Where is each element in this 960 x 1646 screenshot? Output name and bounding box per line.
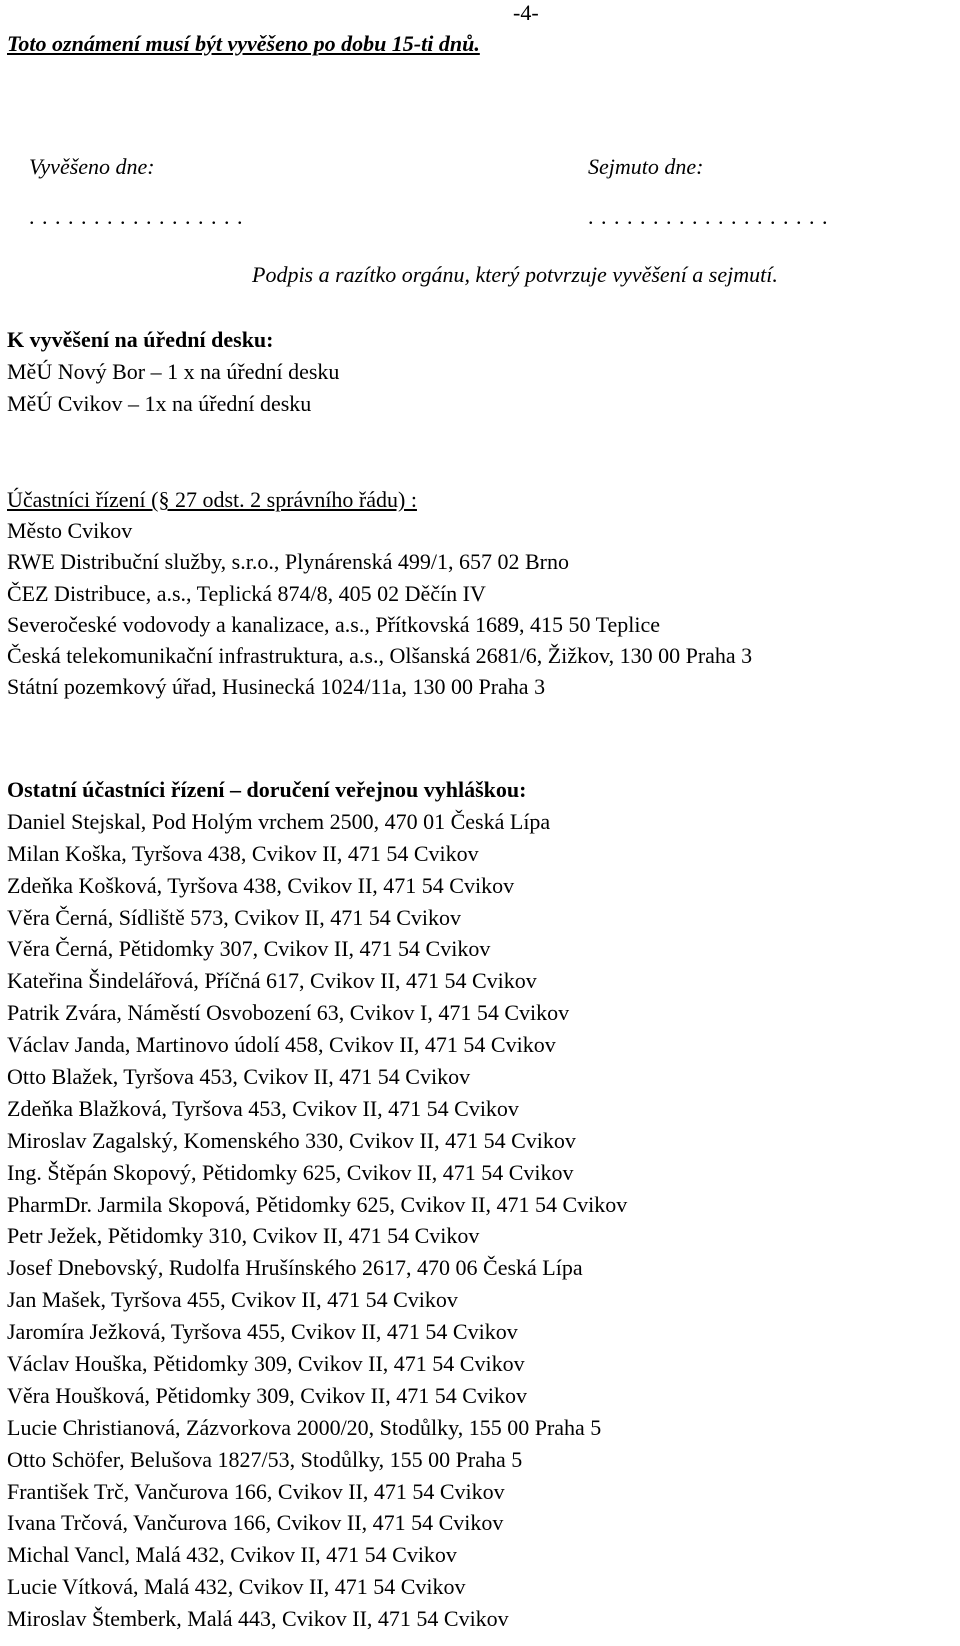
- removed-date-label: Sejmuto dne:: [588, 154, 704, 179]
- party-line: ČEZ Distribuce, a.s., Teplická 874/8, 405 02 Děčín IV: [7, 580, 486, 606]
- posted-date-dots: . . . . . . . . . . . . . . . . .: [29, 204, 244, 229]
- other-party-line: Věra Černá, Pětidomky 307, Cvikov II, 471 54 Cvikov: [7, 936, 491, 962]
- other-party-line: Václav Houška, Pětidomky 309, Cvikov II, 471 54 Cvikov: [7, 1351, 525, 1377]
- other-party-line: Daniel Stejskal, Pod Holým vrchem 2500, 470 01 Česká Lípa: [7, 808, 551, 834]
- page-number: -4-: [513, 0, 539, 25]
- parties-heading: Účastníci řízení (§ 27 odst. 2 správního řádu) :: [7, 487, 417, 512]
- other-party-line: Jan Mašek, Tyršova 455, Cvikov II, 471 54 Cvikov: [7, 1287, 458, 1313]
- board-line: MěÚ Nový Bor – 1 x na úřední desku: [7, 359, 340, 384]
- other-party-line: Václav Janda, Martinovo údolí 458, Cvikov II, 471 54 Cvikov: [7, 1032, 556, 1058]
- board-section: [7, 324, 339, 420]
- other-party-line: Petr Ježek, Pětidomky 310, Cvikov II, 471 54 Cvikov: [7, 1223, 480, 1249]
- party-line: RWE Distribuční služby, s.r.o., Plynárenská 499/1, 657 02 Brno: [7, 549, 569, 575]
- other-party-line: Ing. Štěpán Skopový, Pětidomky 625, Cvikov II, 471 54 Cvikov: [7, 1159, 574, 1185]
- other-party-line: Michal Vancl, Malá 432, Cvikov II, 471 54 Cvikov: [7, 1542, 457, 1568]
- other-party-line: Věra Černá, Sídliště 573, Cvikov II, 471 54 Cvikov: [7, 904, 462, 930]
- posted-date-label: Vyvěšeno dne:: [29, 154, 155, 179]
- other-party-line: Zdeňka Košková, Tyršova 438, Cvikov II, 471 54 Cvikov: [7, 872, 515, 898]
- other-party-line: Věra Houšková, Pětidomky 309, Cvikov II, 471 54 Cvikov: [7, 1382, 528, 1408]
- board-heading: K vyvěšení na úřední desku:: [7, 327, 274, 352]
- signature-caption: Podpis a razítko orgánu, který potvrzuje vyvěšení a sejmutí.: [252, 262, 778, 287]
- party-line: Severočeské vodovody a kanalizace, a.s., Přítkovská 1689, 415 50 Teplice: [7, 611, 660, 637]
- other-party-line: Lucie Vítková, Malá 432, Cvikov II, 471 54 Cvikov: [7, 1574, 466, 1600]
- party-line: Státní pozemkový úřad, Husinecká 1024/11a, 130 00 Praha 3: [7, 674, 546, 700]
- removed-date-dots: . . . . . . . . . . . . . . . . . . .: [588, 204, 829, 229]
- other-party-line: Otto Blažek, Tyršova 453, Cvikov II, 471 54 Cvikov: [7, 1064, 471, 1090]
- other-party-line: František Trč, Vančurova 166, Cvikov II, 471 54 Cvikov: [7, 1478, 505, 1504]
- other-parties-heading: Ostatní účastníci řízení – doručení veřejnou vyhláškou:: [7, 777, 527, 802]
- parties-section: [7, 484, 752, 702]
- other-party-line: Lucie Christianová, Zázvorkova 2000/20, Stodůlky, 155 00 Praha 5: [7, 1414, 602, 1440]
- other-party-line: Jaromíra Ježková, Tyršova 455, Cvikov II, 471 54 Cvikov: [7, 1319, 518, 1345]
- party-line: Město Cvikov: [7, 518, 133, 544]
- other-party-line: Otto Schöfer, Belušova 1827/53, Stodůlky, 155 00 Praha 5: [7, 1446, 523, 1472]
- other-party-line: Miroslav Zagalský, Komenského 330, Cvikov II, 471 54 Cvikov: [7, 1127, 576, 1153]
- other-party-line: Milan Koška, Tyršova 438, Cvikov II, 471 54 Cvikov: [7, 840, 479, 866]
- posting-notice: Toto oznámení musí být vyvěšeno po dobu 15-ti dnů.: [7, 31, 480, 56]
- other-party-line: Josef Dnebovský, Rudolfa Hrušínského 2617, 470 06 Česká Lípa: [7, 1255, 583, 1281]
- other-party-line: Miroslav Štemberk, Malá 443, Cvikov II, 471 54 Cvikov: [7, 1606, 509, 1632]
- board-line: MěÚ Cvikov – 1x na úřední desku: [7, 391, 312, 416]
- other-party-line: PharmDr. Jarmila Skopová, Pětidomky 625, Cvikov II, 471 54 Cvikov: [7, 1191, 628, 1217]
- other-parties-section: [7, 774, 627, 1635]
- other-party-line: Kateřina Šindelářová, Příčná 617, Cvikov II, 471 54 Cvikov: [7, 968, 537, 994]
- party-line: Česká telekomunikační infrastruktura, a.s., Olšanská 2681/6, Žižkov, 130 00 Praha 3: [7, 642, 753, 668]
- other-party-line: Ivana Trčová, Vančurova 166, Cvikov II, 471 54 Cvikov: [7, 1510, 504, 1536]
- other-party-line: Zdeňka Blažková, Tyršova 453, Cvikov II, 471 54 Cvikov: [7, 1095, 519, 1121]
- other-party-line: Patrik Zvára, Náměstí Osvobození 63, Cvikov I, 471 54 Cvikov: [7, 1000, 570, 1026]
